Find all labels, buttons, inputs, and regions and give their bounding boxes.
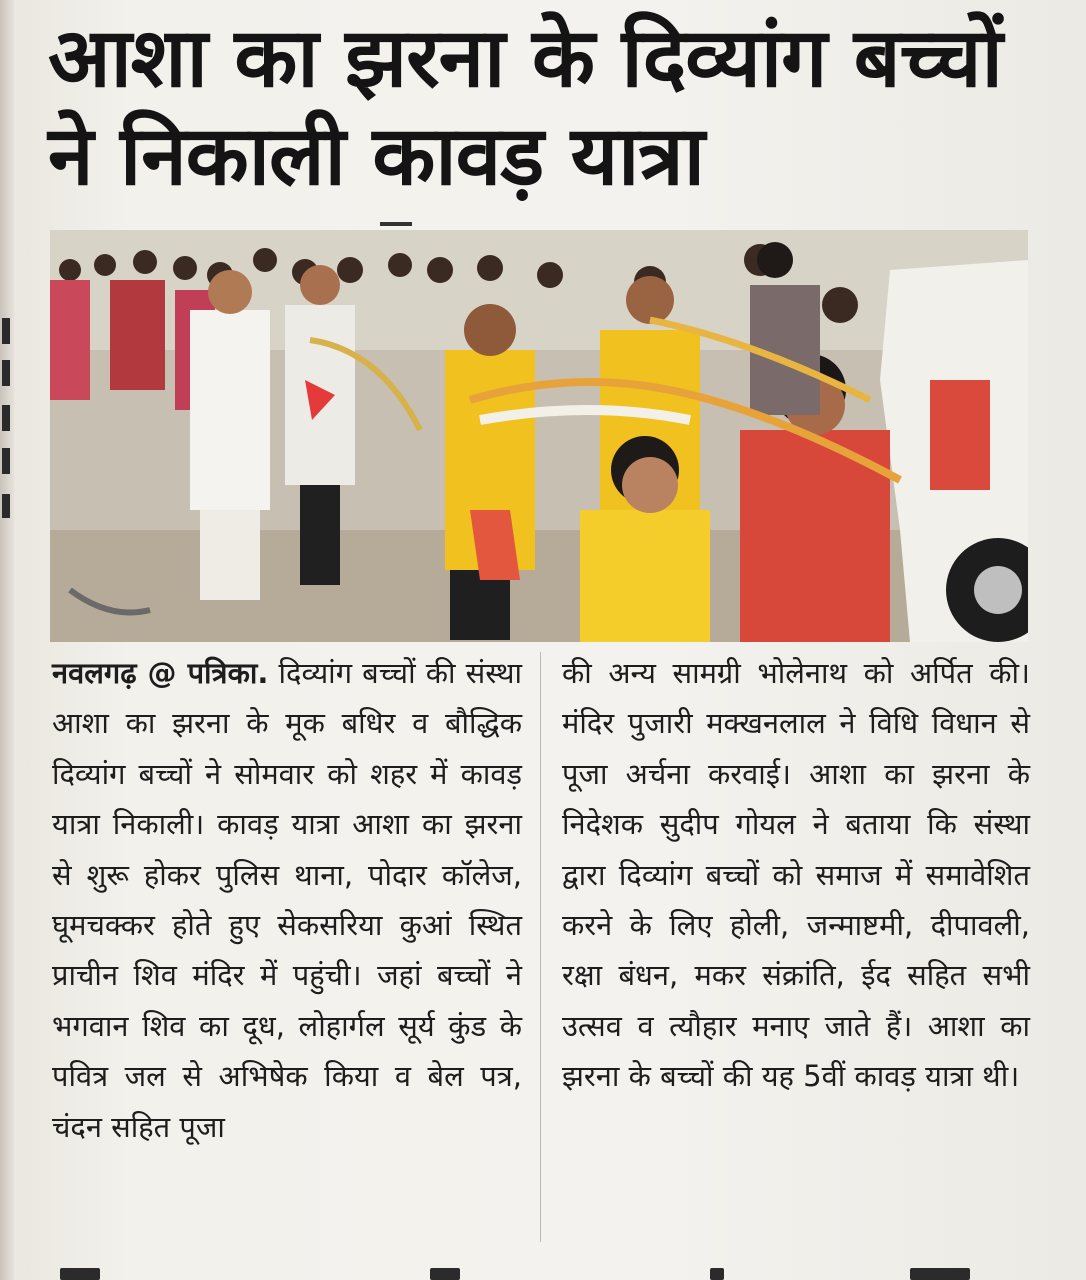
headline-rule (380, 222, 412, 226)
article-column-1 (52, 648, 522, 1152)
kawad-yatra-photo-illustration (50, 230, 1028, 642)
dateline: नवलगढ़ @ पत्रिका. (52, 656, 269, 690)
next-article-edge (50, 1262, 1030, 1280)
headline-line-2: ने निकाली कावड़ यात्रा (48, 109, 704, 204)
column-divider (540, 652, 541, 1242)
headline-line-1: आशा का झरना के दिव्यांग बच्चों (48, 11, 1002, 106)
article-body-col2: की अन्य सामग्री भोलेनाथ को अर्पित की। मंदिर पुजारी मक्खनलाल ने विधि विधान से पूजा अर्चना करवाई। आशा का झरना के निदेशक सुदीप गोयल ने बताया कि संस्था द्वारा दिव्यांग बच्चों को समाज में समावेशित करने के लिए होली, जन्माष्टमी, दीपावली, रक्षा बंधन, मकर संक्रांति, ईद सहित सभी उत्सव व त्यौहार मनाए जाते हैं। आशा का झरना के बच्चों की यह 5वीं कावड़ यात्रा थी। (562, 656, 1030, 1094)
article-body-col1: दिव्यांग बच्चों की संस्था आशा का झरना के मूक बधिर व बौद्धिक दिव्यांग बच्चों ने सोमवार को शहर में कावड़ यात्रा निकाली। कावड़ यात्रा आशा का झरना से शुरू होकर पुलिस थाना, पोदार कॉलेज, घूमचक्कर होते हुए सेकसरिया कुआं स्थित प्राचीन शिव मंदिर में पहुंची। जहां बच्चों ने भगवान शिव का दूध, लोहार्गल सूर्य कुंड के पवित्र जल से अभिषेक किया व बेल पत्र, चंदन सहित पूजा (52, 656, 522, 1144)
headline (48, 10, 1048, 206)
news-photo (50, 230, 1028, 642)
page-fold-edge (0, 0, 14, 1280)
article-column-2 (562, 648, 1030, 1102)
